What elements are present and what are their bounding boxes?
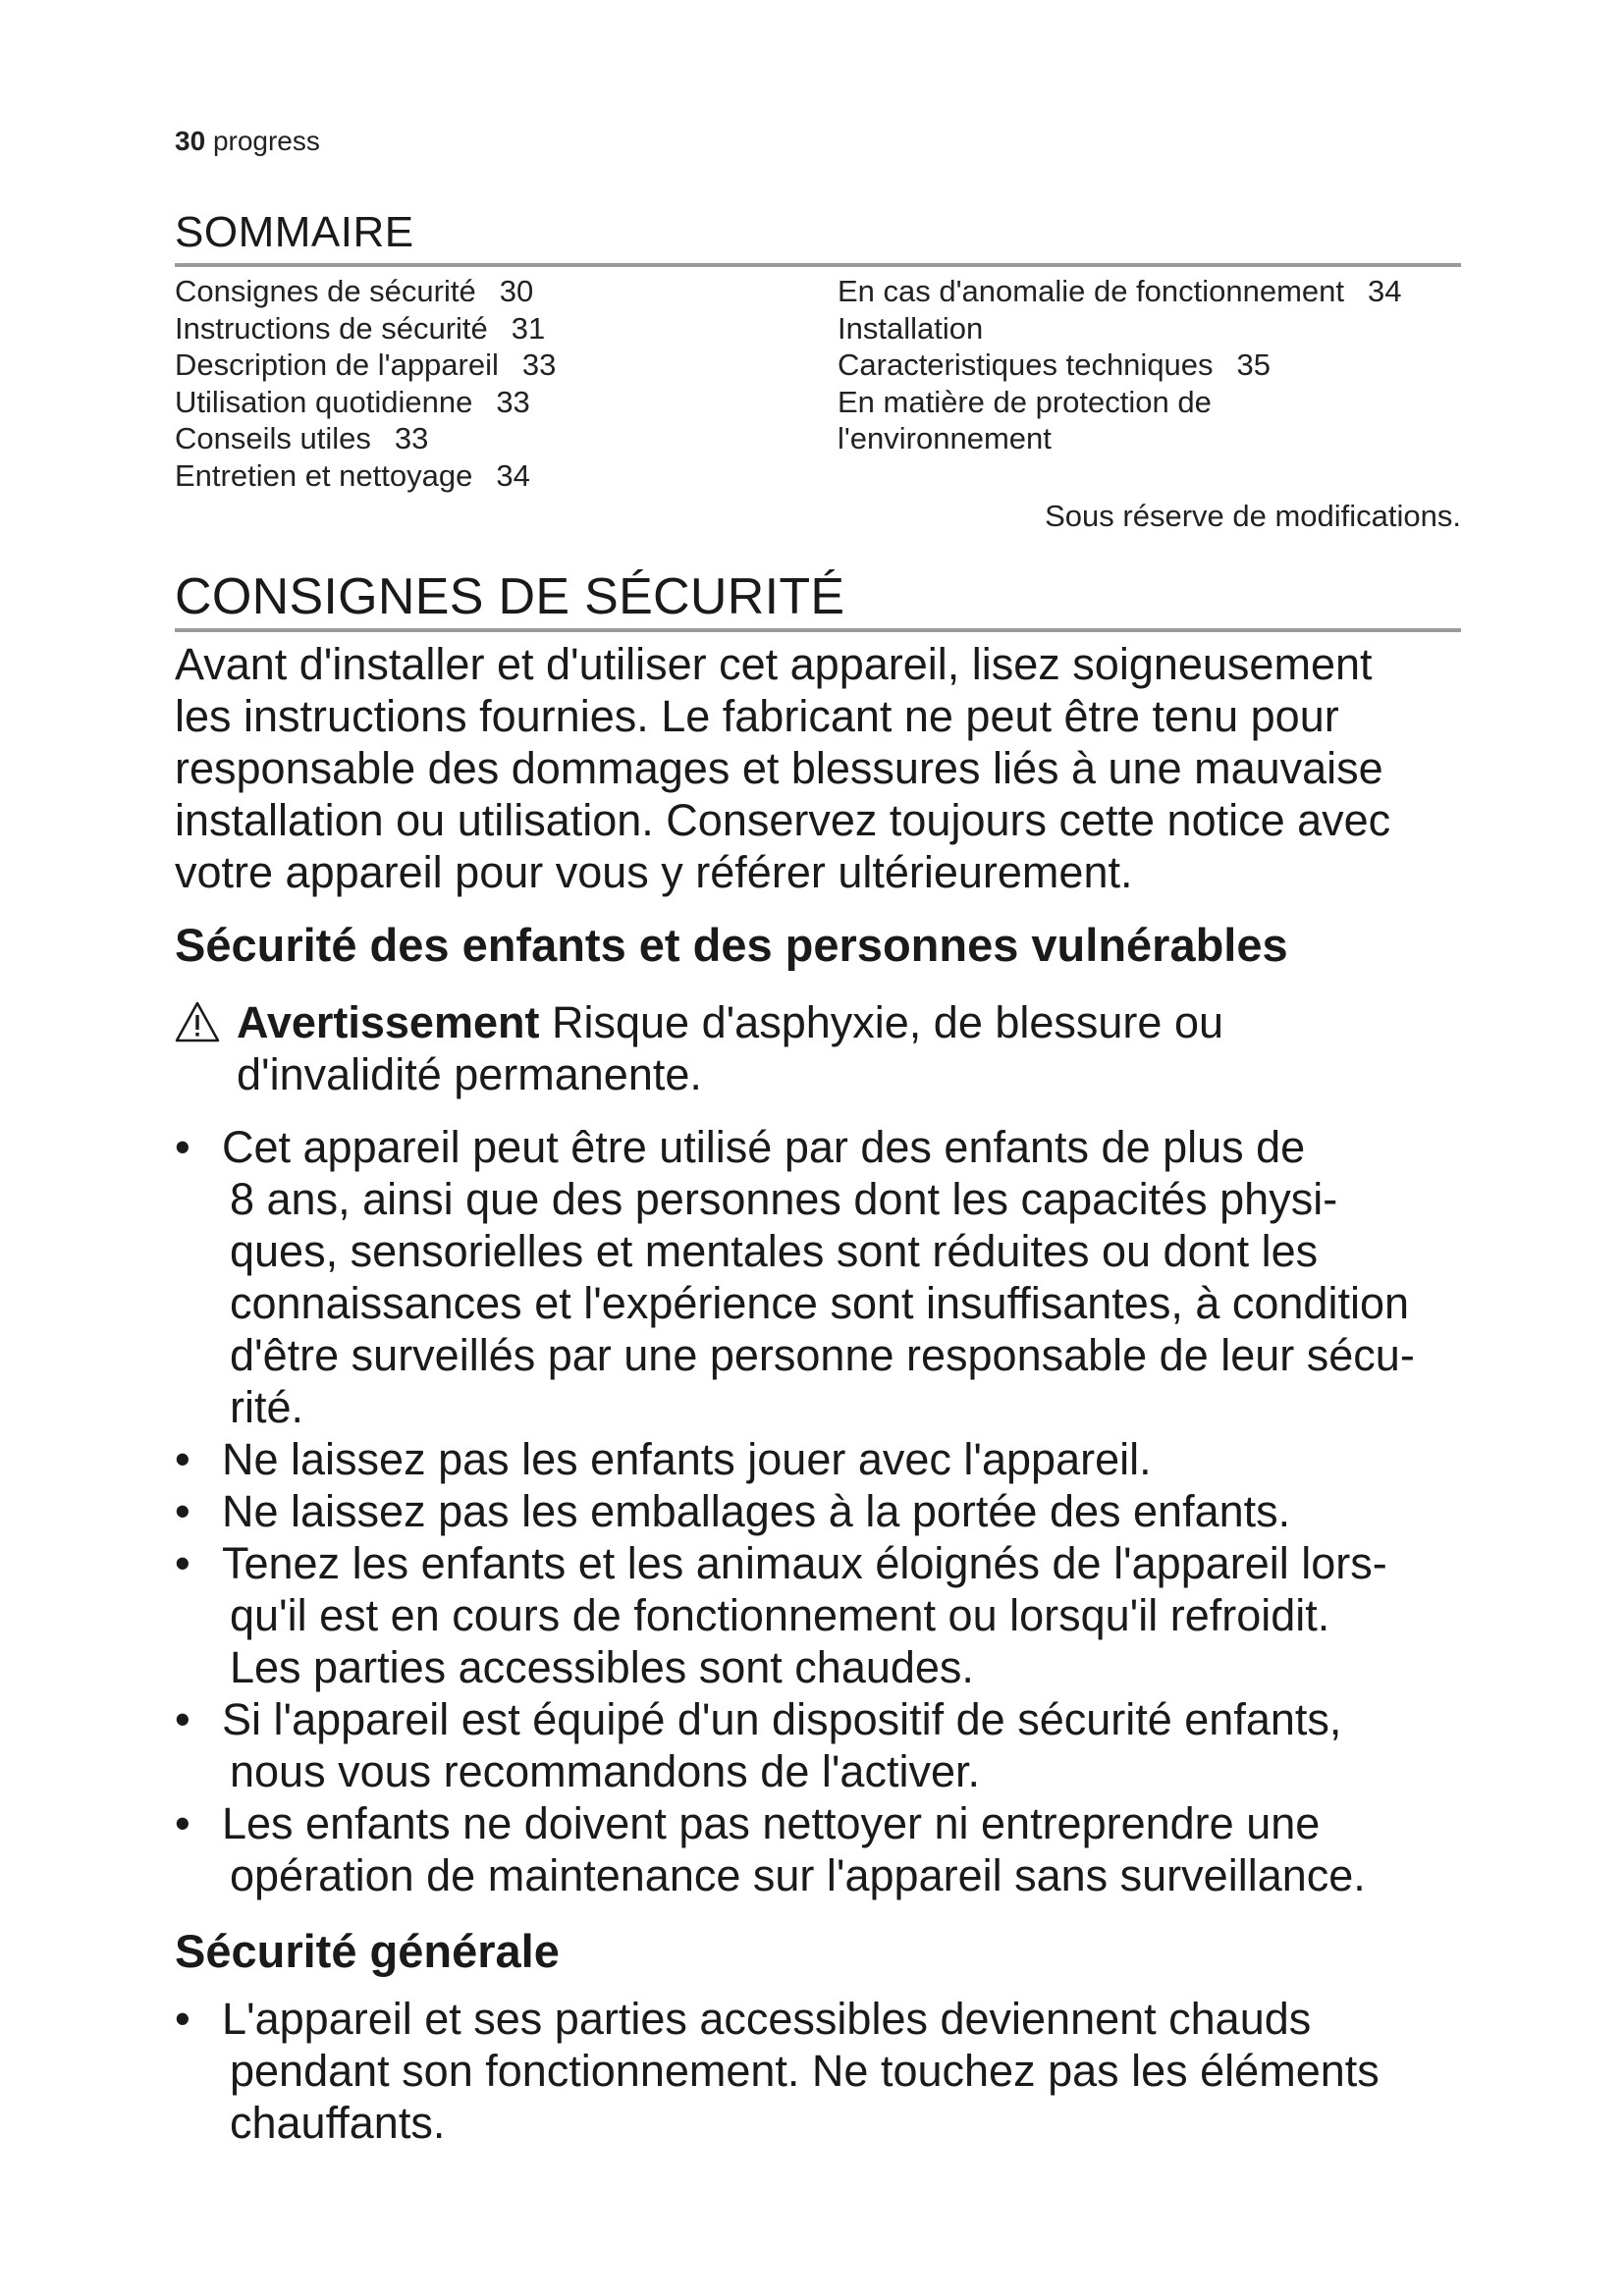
children-safety-list (175, 1121, 1461, 1901)
list-item: • Ne laissez pas les emballages à la portée des enfants. (175, 1486, 1291, 1536)
bullet-icon: • (175, 1694, 190, 1744)
warning-text: Avertissement Risque d'asphyxie, de blessure ou d'invalidité permanente. (237, 997, 1223, 1099)
toc-item: Description de l'appareil 33 (175, 347, 557, 382)
toc-item: Utilisation quotidienne 33 (175, 384, 530, 419)
toc-title: SOMMAIRE (175, 208, 414, 256)
list-item: • Tenez les enfants et les animaux éloignés de l'appareil lors- qu'il est en cours de fonctionnement ou lorsqu'il refroidit. Les parties accessibles sont chaudes. (175, 1538, 1387, 1692)
toc-item: Instructions de sécurité 31 (175, 310, 546, 346)
warning-block (175, 996, 1461, 1100)
intro-paragraph: Avant d'installer et d'utiliser cet appareil, lisez soigneusement les instructions fournies. Le fabricant ne peut être tenu pour responsable des dommages et blessures liés à une mauvaise installation ou utilisation. Conservez toujours cette notice avec votre appareil pour vous y référer ultérieurement. (175, 639, 1391, 897)
list-item: • L'appareil et ses parties accessibles deviennent chauds pendant son fonctionnement. Ne touchez pas les éléments chauffants. (175, 1994, 1380, 2148)
list-item: • Cet appareil peut être utilisé par des enfants de plus de 8 ans, ainsi que des personnes dont les capacités physi- ques, sensorielles et mentales sont réduites ou dont les connaissances et l'expérience sont insuffisantes, à condition d'être surveillés par une personne responsable de leur sécu- rité. (175, 1122, 1415, 1432)
toc-item: l'environnement (838, 421, 1052, 455)
bullet-icon: • (175, 1122, 190, 1172)
bullet-icon: • (175, 1486, 190, 1536)
toc-item: Installation (838, 310, 984, 346)
toc-item: En matière de protection de (838, 384, 1212, 419)
toc-item: En cas d'anomalie de fonctionnement 34 (838, 274, 1402, 308)
general-safety-list (175, 1993, 1461, 2149)
brand-name: progress (212, 126, 320, 156)
toc-divider (175, 263, 1461, 267)
toc-item: Entretien et nettoyage 34 (175, 457, 530, 493)
page-number: 30 (175, 126, 206, 156)
warning-label: Avertissement (237, 997, 540, 1047)
section-title: CONSIGNES DE SÉCURITÉ (175, 568, 845, 625)
list-item: • Si l'appareil est équipé d'un dispositif de sécurité enfants, nous vous recommandons de l'activer. (175, 1694, 1342, 1796)
toc-item: Caracteristiques techniques 35 (838, 347, 1272, 382)
bullet-icon: • (175, 1994, 190, 2044)
list-item: • Les enfants ne doivent pas nettoyer ni entreprendre une opération de maintenance sur l'appareil sans surveillance. (175, 1798, 1366, 1900)
toc-item: Conseils utiles 33 (175, 421, 429, 455)
toc-left-column (175, 273, 803, 494)
bullet-icon: • (175, 1798, 190, 1848)
toc-right-column (838, 273, 1466, 457)
bullet-icon: • (175, 1434, 190, 1484)
modification-note: Sous réserve de modifications. (1045, 499, 1461, 533)
bullet-icon: • (175, 1538, 190, 1588)
children-safety-heading: Sécurité des enfants et des personnes vulnérables (175, 919, 1288, 971)
warning-triangle-icon (175, 1000, 220, 1043)
toc-item: Consignes de sécurité 30 (175, 274, 534, 308)
section-divider (175, 628, 1461, 632)
list-item: • Ne laissez pas les enfants jouer avec l'appareil. (175, 1434, 1152, 1484)
general-safety-heading: Sécurité générale (175, 1925, 560, 1977)
page-header (175, 126, 320, 157)
